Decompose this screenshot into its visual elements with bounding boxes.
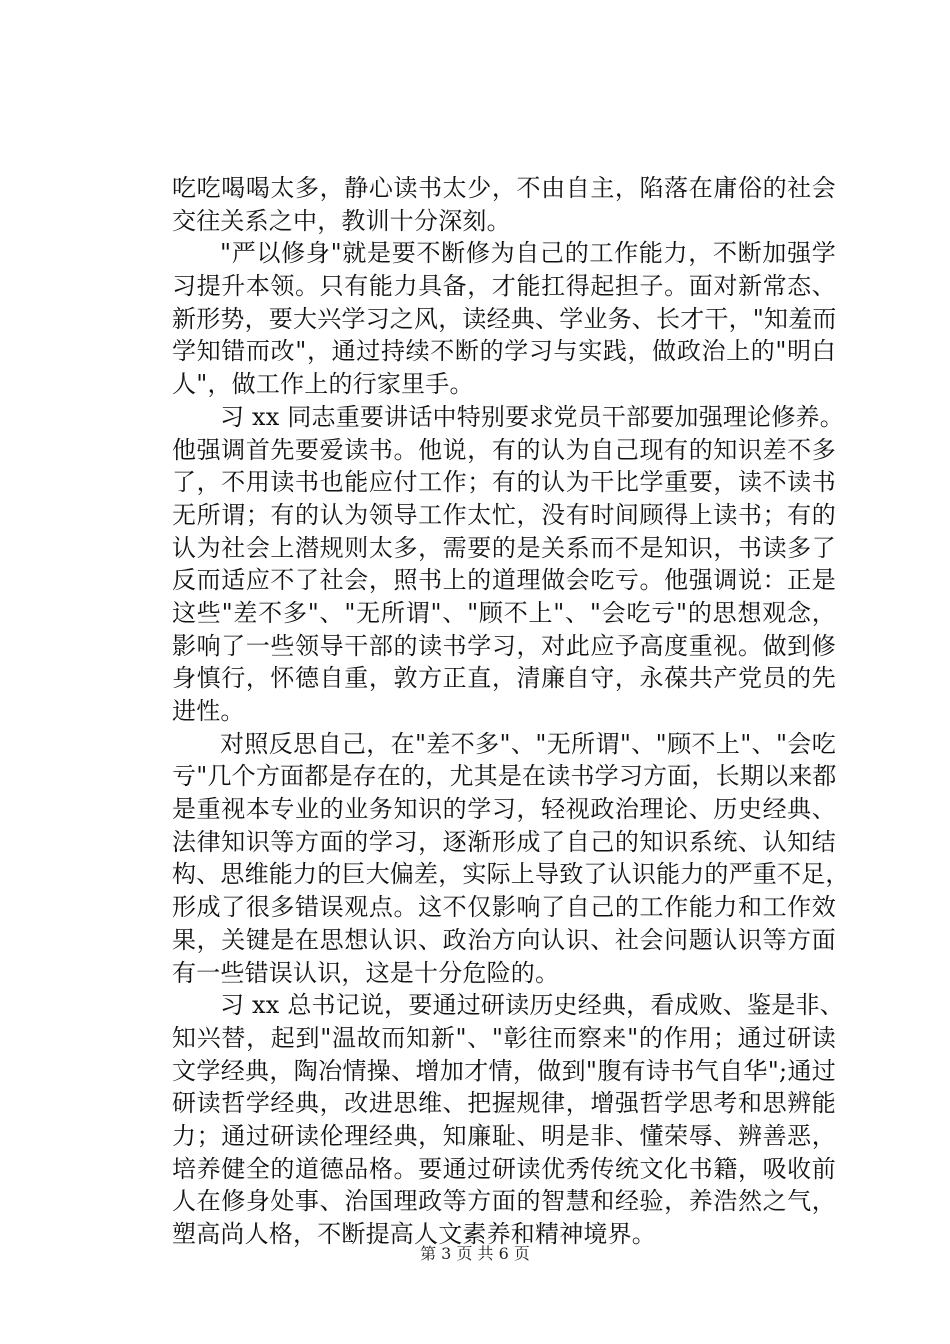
text-line: 认为社会上潜规则太多，需要的是关系而不是知识，书读多了: [172, 533, 836, 562]
text-line: 塑高尚人格，不断提高人文素养和精神境界。: [172, 1220, 656, 1248]
text-line: 习提升本领。只有能力具备，才能扛得起担子。面对新常态、: [172, 272, 836, 301]
text-line: 身慎行，怀德自重，敦方正直，清廉自守，永葆共产党员的先: [172, 664, 836, 693]
text-line: 习 xx 总书记说，要通过研读历史经典，看成败、鉴是非、: [220, 991, 844, 1020]
text-line: 亏"几个方面都是存在的，尤其是在读书学习方面，长期以来都: [172, 762, 837, 791]
text-line: 他强调首先要爱读书。他说，有的认为自己现有的知识差不多: [172, 435, 836, 464]
body-text: [172, 172, 850, 1251]
page-footer: 第 3 页 共 6 页: [420, 1244, 530, 1263]
text-line: 影响了一些领导干部的读书学习，对此应予高度重视。做到修: [172, 631, 836, 660]
text-line: 进性。: [172, 697, 245, 725]
text-line: 了，不用读书也能应付工作；有的认为干比学重要，读不读书: [172, 468, 836, 497]
text-line: "严以修身"就是要不断修为自己的工作能力，不断加强学: [220, 239, 836, 268]
text-line: 吃吃喝喝太多，静心读书太少，不由自主，陷落在庸俗的社会: [172, 174, 836, 202]
text-line: 培养健全的道德品格。要通过研读优秀传统文化书籍，吸收前: [172, 1154, 836, 1183]
text-line: 有一些错误认识，这是十分危险的。: [172, 958, 560, 987]
text-line: 学知错而改"，通过持续不断的学习与实践，做政治上的"明白: [172, 337, 836, 366]
text-line: 交往关系之中，教训十分深刻。: [172, 206, 511, 235]
text-line: 人在修身处事、治国理政等方面的智慧和经验，养浩然之气，: [172, 1187, 836, 1216]
text-line: 反而适应不了社会，照书上的道理做会吃亏。他强调说：正是: [172, 566, 836, 595]
text-line: 研读哲学经典，改进思维、把握规律，增强哲学思考和思辨能: [172, 1089, 836, 1118]
text-line: 习 xx 同志重要讲话中特别要求党员干部要加强理论修养。: [220, 402, 844, 431]
text-line: 力；通过研读伦理经典，知廉耻、明是非、懂荣辱、辨善恶，: [172, 1121, 836, 1150]
text-line: 法律知识等方面的学习，逐渐形成了自己的知识系统、认知结: [172, 827, 836, 856]
text-line: 人"，做工作上的行家里手。: [172, 370, 474, 399]
text-line: 形成了很多错误观点。这不仅影响了自己的工作能力和工作效: [172, 893, 836, 922]
text-line: 构、思维能力的巨大偏差，实际上导致了认识能力的严重不足，: [172, 860, 850, 889]
text-line: 新形势，要大兴学习之风，读经典、学业务、长才干，"知羞而: [172, 304, 837, 333]
text-line: 文学经典，陶冶情操、增加才情，做到"腹有诗书气自华";通过: [172, 1056, 836, 1085]
text-line: 是重视本专业的业务知识的学习，轻视政治理论、历史经典、: [172, 795, 836, 824]
text-line: 知兴替，起到"温故而知新"、"彰往而察来"的作用；通过研读: [172, 1023, 836, 1052]
text-line: 果，关键是在思想认识、政治方向认识、社会问题认识等方面: [172, 925, 836, 954]
text-line: 这些"差不多"、"无所谓"、"顾不上"、"会吃亏"的思想观念，: [172, 598, 836, 627]
text-line: 对照反思自己，在"差不多"、"无所谓"、"顾不上"、"会吃: [220, 729, 836, 758]
text-line: 无所谓；有的认为领导工作太忙，没有时间顾得上读书；有的: [172, 500, 836, 529]
